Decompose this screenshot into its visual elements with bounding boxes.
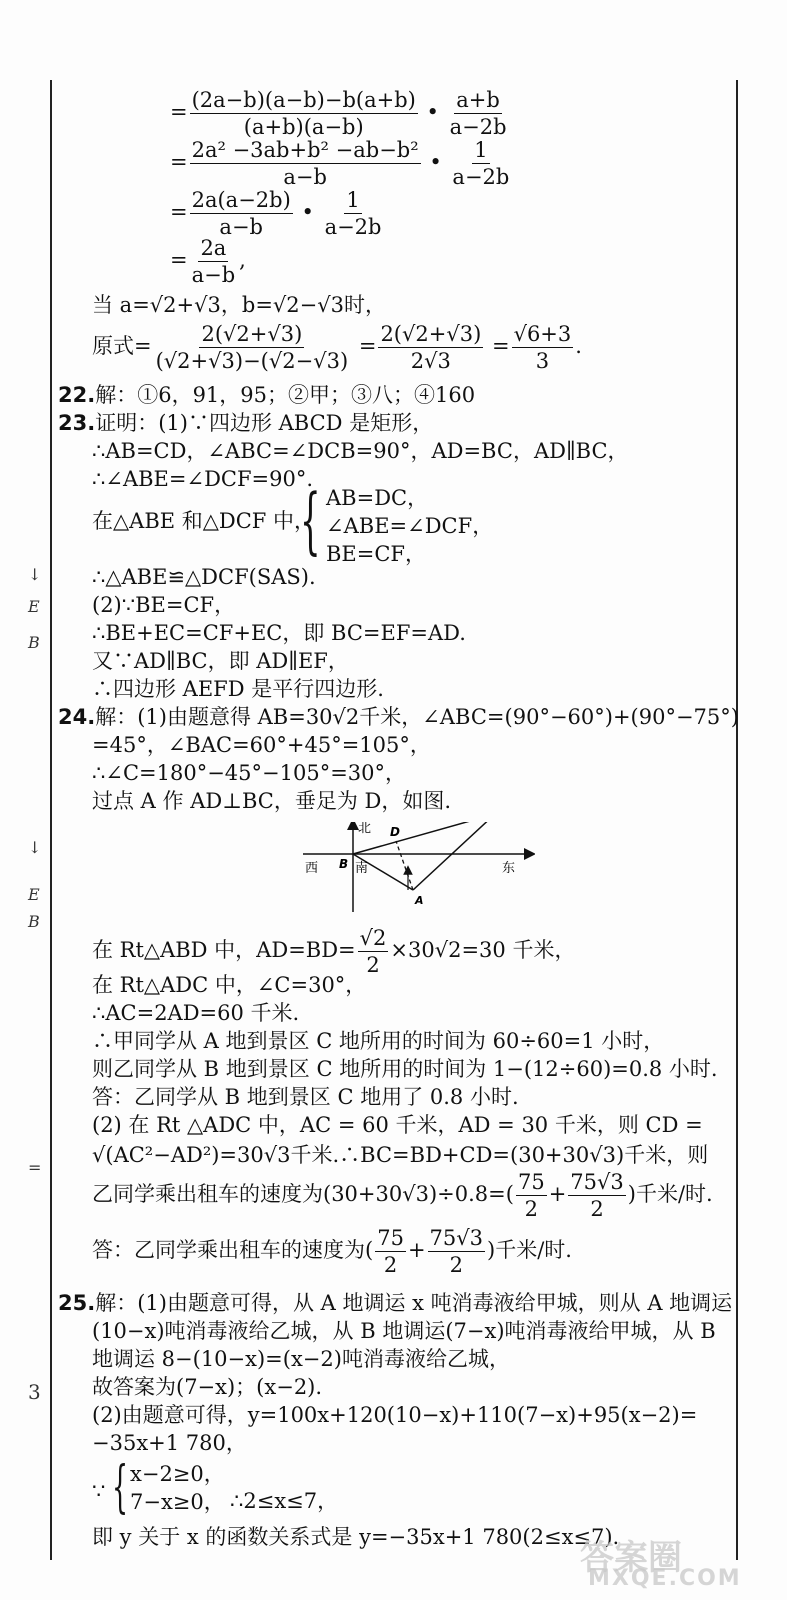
- question-24-line-11: (2) 在 Rt △ADC 中，AC = 60 千米，AD = 30 千米，则 CD =: [92, 1113, 703, 1137]
- question-23-line-8: 又∵AD∥BC，即 AD∥EF，: [92, 649, 349, 673]
- margin-mark: E: [28, 597, 40, 616]
- question-24-line-1: 24.解：(1)由题意得 AB=30√2千米，∠ABC=(90°−60°)+(90°−75°): [58, 705, 739, 729]
- question-24-line-8: ∴甲同学从 A 地到景区 C 地所用的时间为 60÷60=1 小时，: [92, 1029, 665, 1053]
- system-brace: {: [300, 478, 321, 562]
- fraction: $\frac{a+b}{a-2b}$: [449, 88, 507, 139]
- question-23-line-3: ∴∠ABE=∠DCF=90°.: [92, 467, 314, 491]
- derivation-line-2: = $\frac{\text{2a² −3ab+b² −ab−b²}}{a-b}$ • $\frac{1}{a-2b}$: [170, 138, 510, 189]
- derivation-line-1: = $\frac{(2a-b)(a-b)-b(a+b)}{(a+b)(a-b)}$ • $\frac{a+b}{a-2b}$: [170, 88, 507, 139]
- fraction: $\frac{75√3}{2}$: [429, 1226, 484, 1277]
- question-24-line-10: 答：乙同学从 B 地到景区 C 地用了 0.8 小时.: [92, 1085, 519, 1109]
- margin-mark: B: [28, 912, 40, 931]
- condition-system: AB=DC， ∠ABE=∠DCF， BE=CF，: [326, 486, 494, 566]
- question-number: 22.: [58, 383, 96, 407]
- question-25-line-2: (10−x)吨消毒液给乙城，从 B 地调运(7−x)吨消毒液给甲城，从 B: [92, 1319, 716, 1343]
- label-A: A: [415, 894, 424, 907]
- margin-mark: 3: [28, 1380, 41, 1404]
- question-24-line-3: ∴∠C=180°−45°−105°=30°，: [92, 761, 407, 785]
- question-24-line-13: 乙同学乘出租车的速度为(30+30√3)÷0.8=( $\frac{75}{2}$ + $\frac{75√3}{2}$ )千米/时.: [92, 1170, 713, 1221]
- question-25-line-7: 即 y 关于 x 的函数关系式是 y=−35x+1 780(2≤x≤7).: [92, 1525, 620, 1549]
- label-east: 东: [502, 861, 516, 876]
- fraction: $\frac{(2a-b)(a-b)-b(a+b)}{(a+b)(a-b)}$: [191, 88, 416, 139]
- segment-BC: [353, 822, 495, 854]
- fraction: $\frac{75}{2}$: [377, 1226, 404, 1277]
- question-24-line-9: 则乙同学从 B 地到景区 C 地所用的时间为 1−(12÷60)=0.8 小时.: [92, 1057, 718, 1081]
- segment-AD: [396, 841, 413, 890]
- question-25-line-3: 地调运 8−(10−x)=(x−2)吨消毒液给乙城，: [92, 1347, 510, 1371]
- margin-mark: ↓: [28, 838, 42, 857]
- question-24-line-2: =45°，∠BAC=60°+45°=105°，: [92, 733, 431, 757]
- label-B: B: [339, 857, 349, 871]
- fraction: $\frac{2(√2+√3)}{2√3}$: [380, 322, 482, 373]
- question-23-line-4: 在△ABE 和△DCF 中，: [92, 509, 316, 533]
- fraction: $\frac{1}{a-2b}$: [324, 188, 382, 239]
- system-brace: {: [112, 1455, 129, 1520]
- question-number: 23.: [58, 411, 96, 435]
- derivation-line-4: = $\frac{2a}{a-b}$ ,: [170, 236, 246, 287]
- question-23-line-1: 23.证明：(1)∵四边形 ABCD 是矩形，: [58, 411, 434, 435]
- label-D: D: [390, 825, 400, 839]
- label-west: 西: [305, 861, 319, 876]
- question-25-line-6: −35x+1 780，: [92, 1431, 247, 1455]
- right-margin-rule: [736, 80, 738, 1560]
- segment-AC: [413, 822, 495, 890]
- margin-mark: ↓: [28, 565, 42, 584]
- fraction: $\frac{1}{a-2b}$: [452, 138, 510, 189]
- fraction: $\frac{2a(a-2b)}{a-b}$: [191, 188, 291, 239]
- question-23-line-2: ∴AB=CD，∠ABC=∠DCB=90°，AD=BC，AD∥BC，: [92, 439, 629, 463]
- fraction: $\frac{√2}{2}$: [359, 926, 387, 977]
- question-number: 24.: [58, 705, 96, 729]
- question-25-line-1: 25.解：(1)由题意可得，从 A 地调运 x 吨消毒液给甲城，则从 A 地调运: [58, 1291, 733, 1315]
- question-22: 22.解：①6，91，95；②甲；③八；④160: [58, 383, 476, 407]
- left-margin-rule: [50, 80, 52, 1560]
- direction-figure: [295, 822, 535, 916]
- margin-mark: =: [28, 1158, 42, 1177]
- label-south: 南: [355, 861, 369, 876]
- question-24-line-4: 过点 A 作 AD⊥BC，垂足为 D，如图.: [92, 789, 452, 813]
- fraction: $\frac{2(√2+√3)}{(√2+√3)-(√2-√3)}$: [155, 322, 349, 373]
- fraction: $\frac{75√3}{2}$: [570, 1170, 624, 1221]
- fraction: $\frac{√6+3}{3}$: [513, 322, 572, 373]
- question-23-line-6: (2)∵BE=CF，: [92, 593, 236, 617]
- margin-mark: E: [28, 885, 40, 904]
- question-number: 25.: [58, 1291, 96, 1315]
- question-24-line-7: ∴AC=2AD=60 千米.: [92, 1001, 300, 1025]
- inequality-result: ∴2≤x≤7，: [230, 1489, 339, 1513]
- question-24-answer: 答：乙同学乘出租车的速度为( $\frac{75}{2}$ + $\frac{75√3}{2}$ )千米/时.: [92, 1226, 572, 1277]
- question-23-line-7: ∴BE+EC=CF+EC，即 BC=EF=AD.: [92, 621, 466, 645]
- result-line: 原式= $\frac{2(√2+√3)}{(√2+√3)-(√2-√3)}$ = $\frac{2(√2+√3)}{2√3}$ = $\frac{√6+3}{3}$ .: [92, 322, 582, 373]
- fraction: $\frac{\text{2a² −3ab+b² −ab−b²}}{a-b}$: [191, 138, 419, 189]
- question-25-line-5: (2)由题意可得，y=100x+120(10−x)+110(7−x)+95(x−2)=: [92, 1403, 698, 1427]
- question-24-line-6: 在 Rt△ADC 中，∠C=30°，: [92, 973, 367, 997]
- fraction: $\frac{2a}{a-b}$: [191, 236, 236, 287]
- substitution-line: 当 a=√2+√3，b=√2−√3时，: [92, 293, 386, 317]
- question-23-line-5: ∴△ABE≌△DCF(SAS).: [92, 565, 316, 589]
- question-23-line-9: ∴四边形 AEFD 是平行四边形.: [92, 677, 384, 701]
- question-24-line-12: √(AC²−AD²)=30√3千米.∴BC=BD+CD=(30+30√3)千米，则: [92, 1143, 709, 1167]
- question-25-line-4: 故答案为(7−x)；(x−2).: [92, 1375, 323, 1399]
- because-symbol: ∵: [92, 1479, 106, 1503]
- derivation-line-3: = $\frac{2a(a-2b)}{a-b}$ • $\frac{1}{a-2b}$: [170, 188, 382, 239]
- question-24-line-5: 在 Rt△ABD 中，AD=BD= $\frac{√2}{2}$ ×30√2=30 千米，: [92, 926, 576, 977]
- fraction: $\frac{75}{2}$: [517, 1170, 545, 1221]
- site-watermark: 答案圈: [580, 1538, 682, 1578]
- site-watermark-url: MXQE.COM: [588, 1566, 742, 1591]
- label-north: 北: [358, 822, 372, 836]
- inequality-system: x−2≥0， 7−x≥0，: [130, 1462, 225, 1514]
- margin-mark: B: [28, 633, 40, 652]
